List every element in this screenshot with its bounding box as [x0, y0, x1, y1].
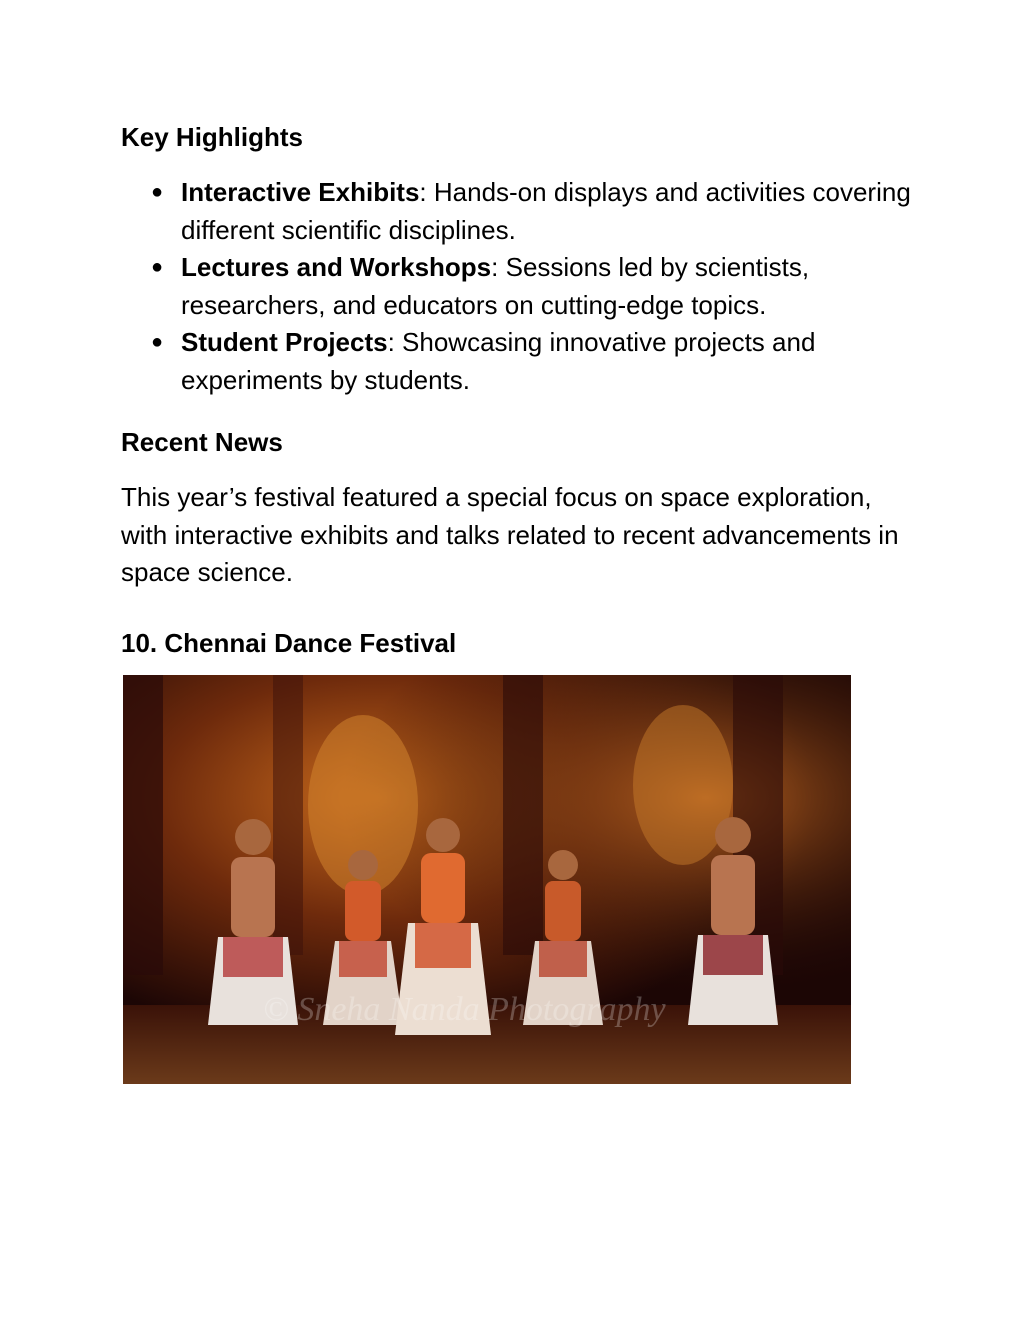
list-item-description: : Sessions led by scientists, researchers, and educators on cutting-edge topics.: [181, 252, 810, 320]
bullet-icon: ●: [151, 181, 164, 203]
bullet-icon: ●: [151, 331, 164, 353]
list-item: [121, 324, 911, 399]
list-item-description: : Hands-on displays and activities covering different scientific disciplines.: [181, 177, 911, 245]
list-item-term: Interactive Exhibits: [181, 177, 420, 207]
section-heading-recent-news: Recent News: [121, 427, 283, 457]
section-heading-festival: 10. Chennai Dance Festival: [121, 627, 457, 658]
recent-news-paragraph: This year’s festival featured a special focus on space exploration, with interactive exhibits and talks related to recent advancements in space science.: [121, 482, 899, 587]
list-item: [121, 249, 911, 324]
section-heading-key-highlights: Key Highlights: [121, 122, 304, 152]
dance-performance-photo: [123, 675, 851, 1084]
photo-watermark: © Sneha Nanda Photography: [263, 991, 666, 1028]
list-item-description: : Showcasing innovative projects and experiments by students.: [181, 327, 816, 395]
list-item-term: Lectures and Workshops: [181, 252, 492, 282]
list-item: [121, 174, 911, 249]
bullet-icon: ●: [151, 256, 164, 278]
highlights-list: [121, 174, 911, 399]
document-page: [121, 118, 911, 662]
list-item-term: Student Projects: [181, 327, 388, 357]
